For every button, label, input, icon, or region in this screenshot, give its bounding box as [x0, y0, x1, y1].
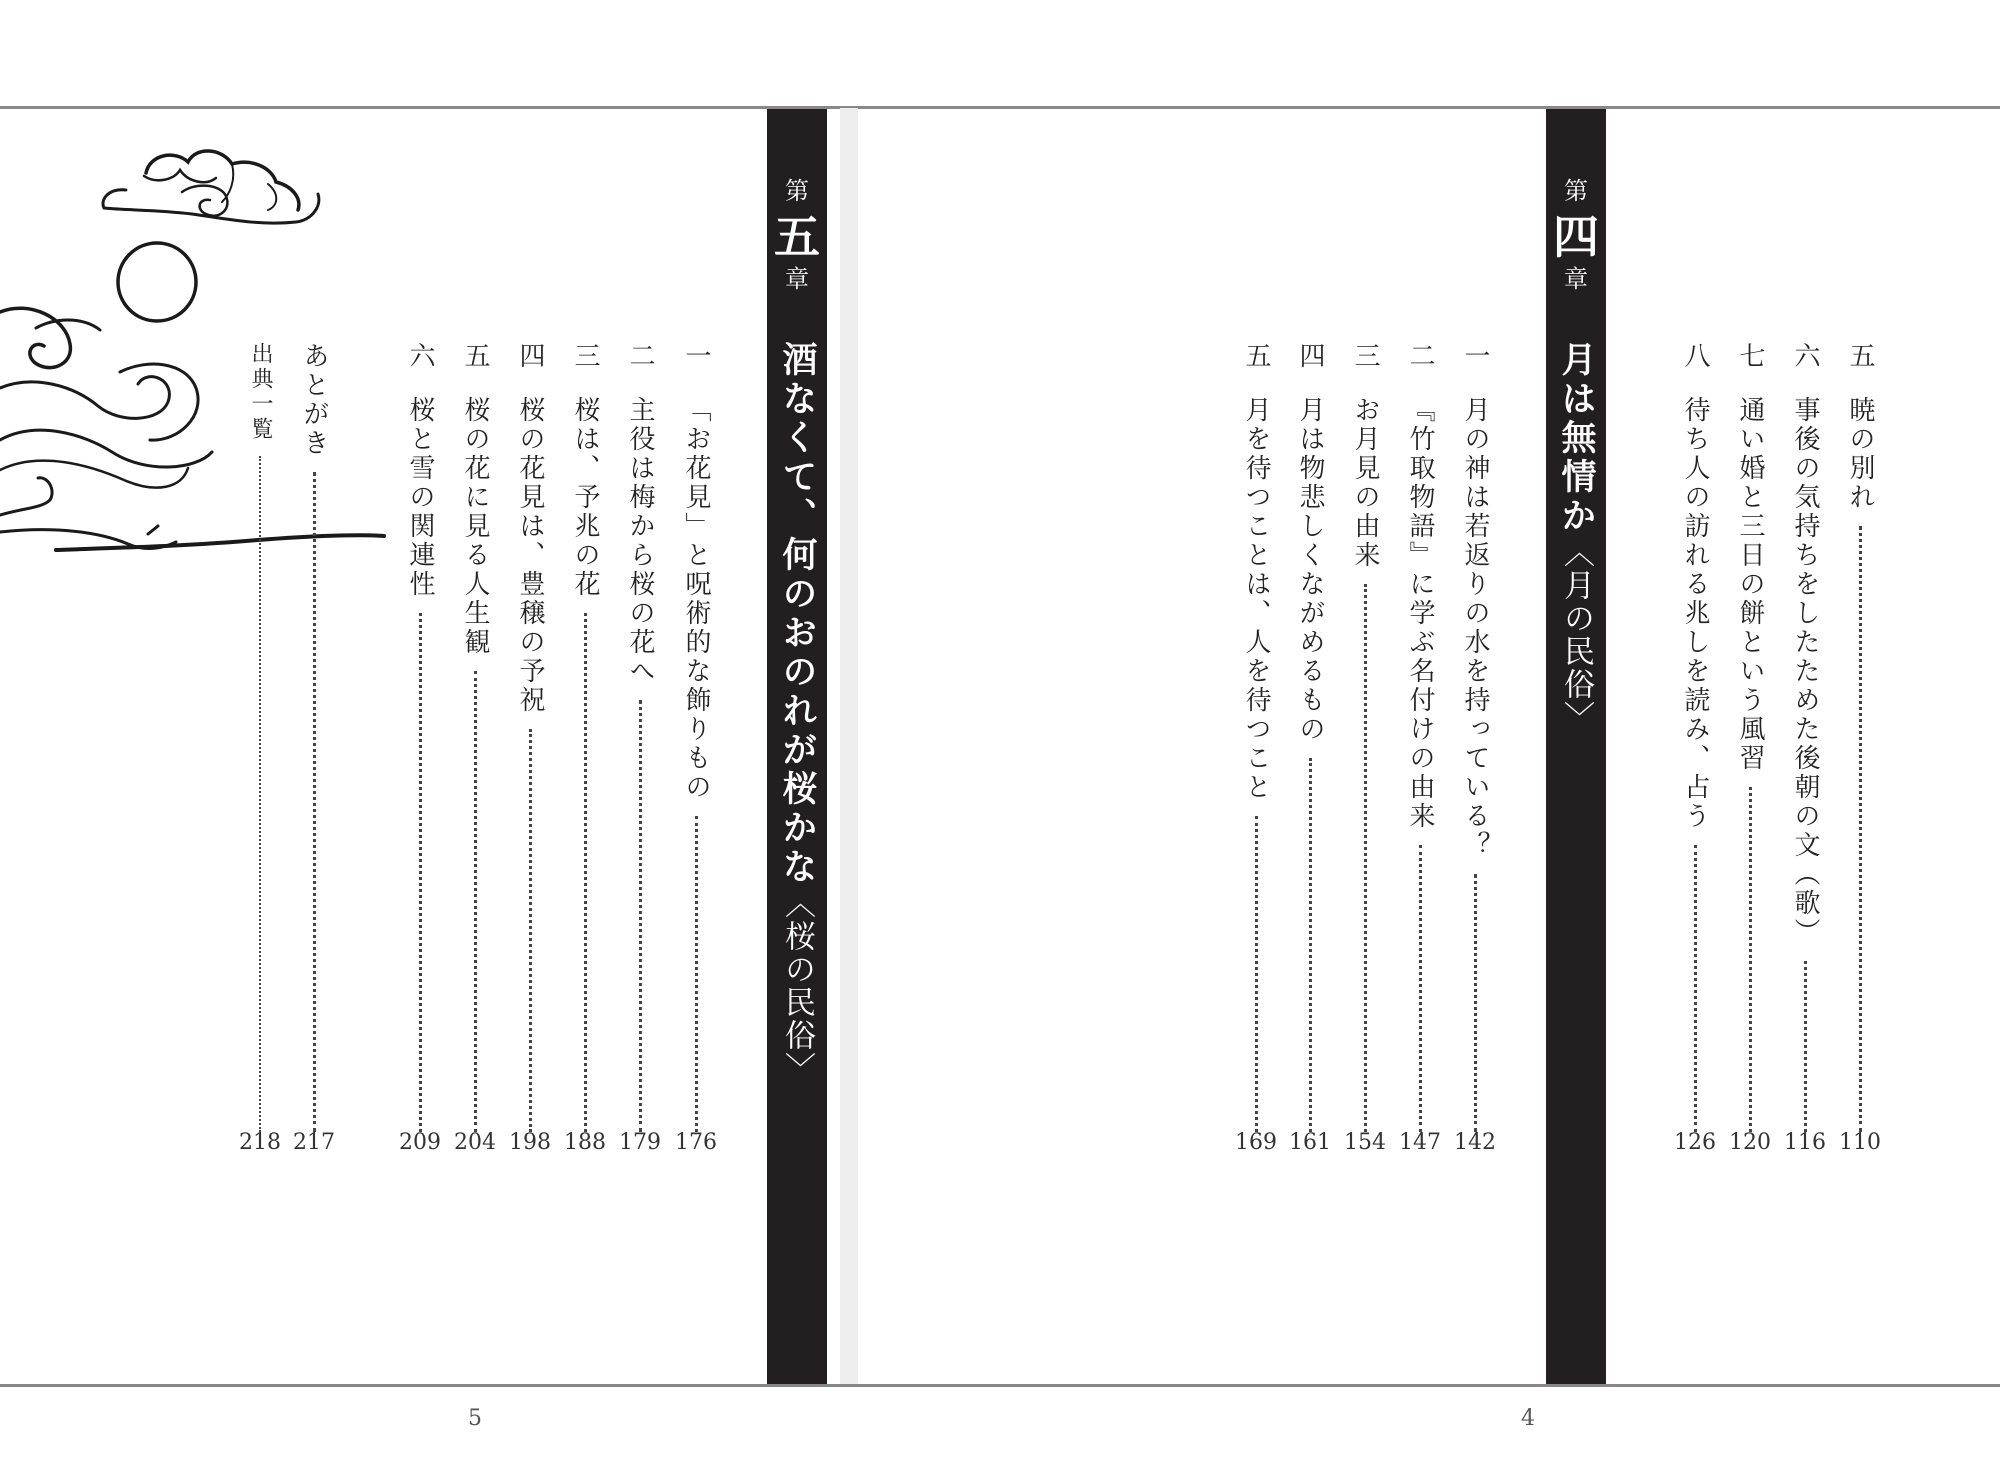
toc-entry-number: 三 — [570, 342, 600, 368]
toc-entry-title: お月見の由来 — [1350, 396, 1380, 570]
toc-entry-title: 待ち人の訪れる兆しを読み、占う — [1680, 396, 1710, 831]
toc-entry-number: 一 — [681, 342, 711, 368]
toc-entry-title: 出典一覧 — [248, 342, 273, 442]
toc-entry-title: 事後の気持ちをしたためた後朝の文（歌） — [1790, 396, 1820, 947]
toc-entry-title: 『竹取物語』に学ぶ名付けの由来 — [1405, 396, 1435, 831]
toc-entry-title: 暁の別れ — [1845, 396, 1875, 512]
toc-entry-title: 桜と雪の関連性 — [405, 396, 435, 599]
chapter-title: 月は無情か — [1556, 341, 1597, 536]
toc-entry-title: 桜の花見は、豊穣の予祝 — [515, 396, 545, 715]
chapter-title-group — [1546, 341, 1606, 1361]
toc-page-number: 204 — [454, 1130, 496, 1155]
toc-entry[interactable] — [1785, 342, 1825, 1132]
bottom-rule — [0, 1384, 2000, 1387]
toc-entry[interactable] — [1840, 342, 1880, 1132]
dot-leader — [695, 816, 698, 1132]
toc-entry[interactable] — [1290, 342, 1330, 1132]
toc-entry-title: あとがき — [299, 342, 329, 458]
top-rule — [0, 106, 2000, 109]
toc-entry[interactable] — [1730, 342, 1770, 1132]
moon-and-clouds-illustration — [0, 140, 400, 570]
chapter-title: 酒なくて、何のおのれが桜かな — [777, 341, 818, 887]
chapter-subtitle: 〈桜の民俗〉 — [779, 887, 815, 1085]
toc-page-number: 217 — [293, 1130, 335, 1155]
chapter-dai-label: 第 — [785, 177, 809, 205]
toc-appendix-entry[interactable] — [240, 342, 280, 1132]
toc-entry-title: 通い婚と三日の餅という風習 — [1735, 396, 1765, 773]
toc-entry-number: 五 — [460, 342, 490, 368]
toc-entry[interactable] — [1675, 342, 1715, 1132]
chapter-subtitle: 〈月の民俗〉 — [1558, 536, 1594, 734]
toc-page-number: 120 — [1729, 1130, 1771, 1155]
toc-entry[interactable] — [1236, 342, 1276, 1132]
toc-page-number: 161 — [1289, 1130, 1331, 1155]
dot-leader — [529, 729, 532, 1132]
toc-page-number: 176 — [675, 1130, 717, 1155]
dot-leader — [1859, 526, 1862, 1132]
toc-page-number: 116 — [1784, 1130, 1826, 1155]
toc-page-number: 110 — [1839, 1130, 1881, 1155]
page-gutter — [840, 108, 858, 1384]
toc-appendix-entry[interactable] — [294, 342, 334, 1132]
toc-entry[interactable] — [510, 342, 550, 1132]
toc-entry-title: 月を待つことは、人を待つこと — [1241, 396, 1271, 802]
dot-leader — [1364, 584, 1367, 1132]
toc-entry-number: 五 — [1845, 342, 1875, 368]
toc-entry[interactable] — [1455, 342, 1495, 1132]
toc-entry-number: 七 — [1735, 342, 1765, 368]
chapter-title-group — [767, 341, 827, 1361]
toc-page-number: 154 — [1344, 1130, 1386, 1155]
toc-page-number: 169 — [1235, 1130, 1277, 1155]
dot-leader — [1749, 787, 1752, 1132]
chapter-number: 四 — [1553, 210, 1599, 264]
toc-page-number: 198 — [509, 1130, 551, 1155]
toc-entry-title: 桜は、予兆の花 — [570, 396, 600, 599]
toc-entry[interactable] — [565, 342, 605, 1132]
toc-entry[interactable] — [676, 342, 716, 1132]
chapter-band-4 — [1546, 109, 1606, 1384]
chapter-sho-label: 章 — [785, 265, 809, 293]
folio-right: 4 — [1521, 1406, 1535, 1431]
toc-page-number: 142 — [1454, 1130, 1496, 1155]
toc-entry-number: 六 — [1790, 342, 1820, 368]
toc-page-number: 218 — [239, 1130, 281, 1155]
toc-entry-title: 主役は梅から桜の花へ — [625, 396, 655, 686]
toc-entry-number: 二 — [625, 342, 655, 368]
chapter-band-5 — [767, 109, 827, 1384]
dot-leader — [1255, 816, 1258, 1132]
dot-leader — [1804, 961, 1807, 1132]
dot-leader — [1309, 758, 1312, 1132]
dot-leader — [419, 613, 422, 1132]
toc-page-number: 147 — [1399, 1130, 1441, 1155]
dot-leader — [1474, 874, 1477, 1132]
dot-leader — [1694, 845, 1697, 1132]
dot-leader — [584, 613, 587, 1132]
toc-entry-number: 四 — [1295, 342, 1325, 368]
toc-entry[interactable] — [1400, 342, 1440, 1132]
toc-entry-title: 月の神は若返りの水を持っている？ — [1460, 396, 1490, 860]
toc-entry-number: 四 — [515, 342, 545, 368]
toc-page-number: 179 — [619, 1130, 661, 1155]
toc-entry[interactable] — [1345, 342, 1385, 1132]
toc-page-number: 209 — [399, 1130, 441, 1155]
toc-entry[interactable] — [620, 342, 660, 1132]
toc-entry-number: 六 — [405, 342, 435, 368]
toc-entry-title: 桜の花に見る人生観 — [460, 396, 490, 657]
toc-entry-title: 月は物悲しくながめるもの — [1295, 396, 1325, 744]
toc-entry-number: 一 — [1460, 342, 1490, 368]
chapter-sho-label: 章 — [1564, 265, 1588, 293]
toc-page-number: 188 — [564, 1130, 606, 1155]
toc-entry[interactable] — [400, 342, 440, 1132]
toc-entry-number: 五 — [1241, 342, 1271, 368]
dot-leader — [313, 472, 316, 1132]
folio-left: 5 — [468, 1406, 482, 1431]
toc-entry-title: 「お花見」と呪術的な飾りもの — [681, 396, 711, 802]
dot-leader — [639, 700, 642, 1132]
toc-page-number: 126 — [1674, 1130, 1716, 1155]
dot-leader — [1419, 845, 1422, 1132]
chapter-number: 五 — [774, 210, 820, 264]
toc-entry-number: 八 — [1680, 342, 1710, 368]
dot-leader — [259, 456, 261, 1132]
dot-leader — [474, 671, 477, 1132]
toc-entry-number: 二 — [1405, 342, 1435, 368]
toc-entry-number: 三 — [1350, 342, 1380, 368]
toc-entry[interactable] — [455, 342, 495, 1132]
chapter-dai-label: 第 — [1564, 177, 1588, 205]
